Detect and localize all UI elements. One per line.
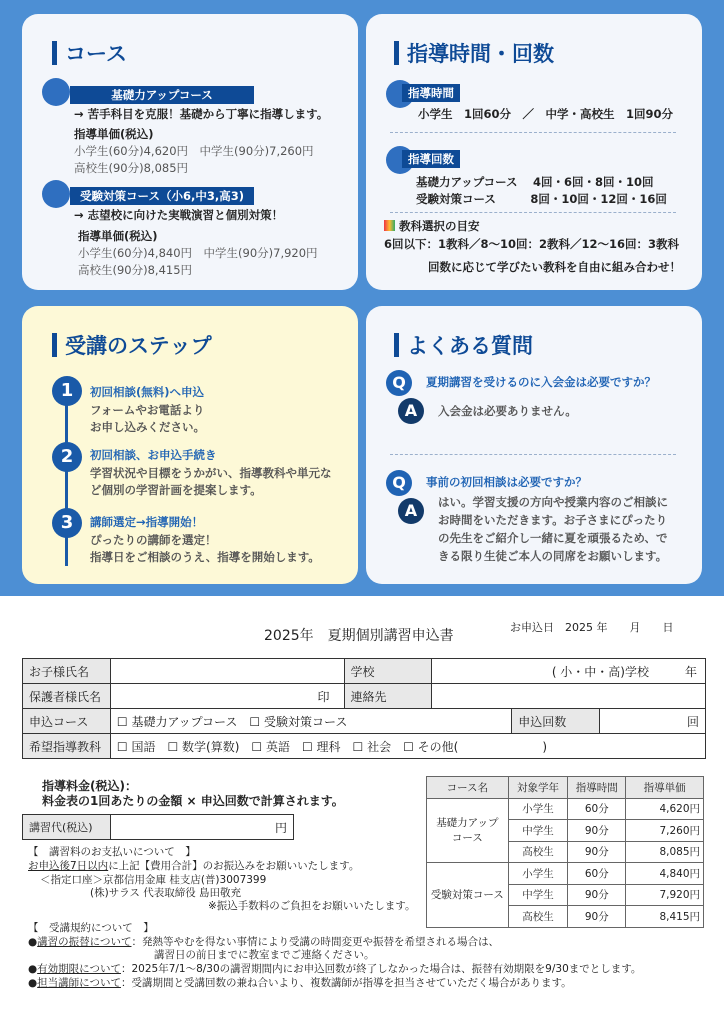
price-cell: 60分 xyxy=(568,798,626,820)
fee-label: 講習代(税込) xyxy=(23,815,111,840)
basic-price-line1: 小学生(60分)4,620円 中学生(90分)7,260円 xyxy=(74,144,314,158)
price-cell: 高校生 xyxy=(508,906,568,928)
price-table xyxy=(426,776,704,928)
step-3-head: 講師選定→指導開始！ xyxy=(90,515,204,529)
school-label: 学校 xyxy=(344,659,432,684)
exam-course-desc: → 志望校に向けた実戦演習と個別対策！ xyxy=(74,208,284,222)
price-header-time: 指導時間 xyxy=(568,777,626,799)
divider xyxy=(390,454,676,455)
step-1-number: 1 xyxy=(52,376,82,406)
step-3-line2: 指導日をご相談のうえ、指導を開始します。 xyxy=(90,550,320,564)
course-heading: コース xyxy=(52,38,127,68)
parent-name-label: 保護者様氏名 xyxy=(23,684,111,709)
time-line: 小学生 1回60分 ／ 中学・高校生 1回90分 xyxy=(418,107,674,121)
bullet-circle xyxy=(42,78,70,106)
basic-course-desc: → 苦手科目を克服！基礎から丁寧に指導します。 xyxy=(74,107,329,121)
steps-heading: 受講のステップ xyxy=(52,330,212,360)
price-cell: 7,260円 xyxy=(626,820,704,842)
fee-head: 指導料金(税込)： xyxy=(42,779,137,793)
heading-bar xyxy=(394,41,399,65)
price-cell: 60分 xyxy=(568,863,626,885)
faq-a2-line3: の先生をご紹介し一緒に夏を頑張るため、で xyxy=(438,531,668,545)
bullet-circle xyxy=(42,180,70,208)
price-cell: 90分 xyxy=(568,906,626,928)
price-cell: 中学生 xyxy=(508,820,568,842)
payment-fee-note: ※振込手数料のご負担をお願いいたします。 xyxy=(208,900,416,912)
payment-holder: (株)サラス 代表取締役 島田敬充 xyxy=(90,887,242,899)
price-course-basic: 基礎力アップ コース xyxy=(427,798,509,863)
step-3-number: 3 xyxy=(52,508,82,538)
price-course-exam: 受験対策コース xyxy=(427,863,509,928)
faq-a2-line4: きる限り生徒ご本人の同席をお願いします。 xyxy=(438,549,668,563)
faq-q1: 夏期講習を受けるのに入会金は必要ですか？ xyxy=(426,375,656,389)
step-3-line1: ぴったりの講師を選定！ xyxy=(90,533,217,547)
price-cell: 4,840円 xyxy=(626,863,704,885)
course-checkboxes[interactable]: ☐ 基礎力アップコース ☐ 受験対策コース xyxy=(110,709,511,734)
price-cell: 90分 xyxy=(568,884,626,906)
terms-item-2: ●有効期限について：2025年7/1〜8/30の講習期間内にお申込回数が終了しなかった場合は、振替有効期限を9/30までとします。 xyxy=(28,963,642,975)
books-icon xyxy=(384,220,395,231)
step-2-number: 2 xyxy=(52,442,82,472)
answer-badge: A xyxy=(398,498,424,524)
price-cell: 8,085円 xyxy=(626,841,704,863)
count-field[interactable]: 回 xyxy=(600,709,706,734)
price-cell: 4,620円 xyxy=(626,798,704,820)
divider xyxy=(390,132,676,133)
steps-line xyxy=(65,396,68,566)
price-header-price: 指導単価 xyxy=(626,777,704,799)
basic-price-head: 指導単価(税込) xyxy=(74,127,154,141)
faq-a2-line1: はい。学習支援の方向や授業内容のご相談に xyxy=(438,495,668,509)
price-cell: 90分 xyxy=(568,820,626,842)
count-basic: 基礎力アップコース 4回・6回・8回・10回 xyxy=(416,175,654,189)
exam-price-line1: 小学生(60分)4,840円 中学生(90分)7,920円 xyxy=(78,246,318,260)
exam-course-tag: 受験対策コース（小6,中3,高3) xyxy=(70,187,254,205)
course-label: 申込コース xyxy=(23,709,111,734)
price-cell: 小学生 xyxy=(508,798,568,820)
steps-card xyxy=(22,306,358,584)
faq-card xyxy=(366,306,702,584)
exam-price-head: 指導単価(税込) xyxy=(78,229,158,243)
step-2-line2: ど個別の学習計画を提案します。 xyxy=(90,483,262,497)
terms-item-3: ●担当講師について：受講期間と受講回数の兼ね合いより、複数講師が指導を担当させていただく場合があります。 xyxy=(28,977,572,989)
form-title: 2025年 夏期個別講習申込書 xyxy=(264,628,454,644)
child-name-label: お子様氏名 xyxy=(23,659,111,684)
guide-line: 6回以下：1教科／8〜10回：2教科／12〜16回：3教科 xyxy=(384,237,680,251)
count-exam: 受験対策コース 8回・10回・12回・16回 xyxy=(416,192,667,206)
step-2-head: 初回相談、お申込手続き xyxy=(90,448,217,462)
answer-badge: A xyxy=(398,398,424,424)
price-cell: 高校生 xyxy=(508,841,568,863)
price-cell: 7,920円 xyxy=(626,884,704,906)
price-header-grade: 対象学年 xyxy=(508,777,568,799)
price-cell: 小学生 xyxy=(508,863,568,885)
contact-field[interactable] xyxy=(432,684,706,709)
parent-name-field[interactable]: 印 xyxy=(110,684,344,709)
basic-course-tag: 基礎力アップコース xyxy=(70,86,254,104)
application-form-table xyxy=(22,658,706,759)
terms-item-1: ●講習の振替について：発熱等やむを得ない事情により受講の時間変更や振替を希望される場合は、 xyxy=(28,936,499,948)
faq-q2: 事前の初回相談は必要ですか？ xyxy=(426,475,587,489)
fee-table xyxy=(22,814,294,840)
question-badge: Q xyxy=(386,470,412,496)
step-1-line1: フォームやお電話より xyxy=(90,403,205,417)
question-badge: Q xyxy=(386,370,412,396)
exam-price-line2: 高校生(90分)8,415円 xyxy=(78,263,193,277)
step-2-line1: 学習状況や目標をうかがい、指導教科や単元な xyxy=(90,466,332,480)
faq-a1: 入会金は必要ありません。 xyxy=(438,404,577,418)
step-1-line2: お申し込みください。 xyxy=(90,420,205,434)
basic-price-line2: 高校生(90分)8,085円 xyxy=(74,161,189,175)
school-field[interactable]: ( 小・中・高)学校 年 xyxy=(432,659,706,684)
divider xyxy=(390,212,676,213)
fee-field[interactable]: 円 xyxy=(111,815,294,840)
application-date: お申込日 2025 年 月 日 xyxy=(510,621,674,634)
count-label: 申込回数 xyxy=(512,709,600,734)
count-tag: 指導回数 xyxy=(402,150,460,168)
price-header-course: コース名 xyxy=(427,777,509,799)
heading-bar xyxy=(52,333,57,357)
fee-calc: 料金表の1回あたりの金額 × 申込回数で計算されます。 xyxy=(42,794,344,808)
price-cell: 8,415円 xyxy=(626,906,704,928)
payment-head: 【 講習料のお支払いについて 】 xyxy=(28,846,196,858)
guide-head: 教科選択の目安 xyxy=(384,218,480,235)
subject-label: 希望指導教科 xyxy=(23,734,111,759)
faq-a2-line2: お時間をいただきます。お子さまにぴったり xyxy=(438,513,668,527)
subject-checkboxes[interactable]: ☐ 国語 ☐ 数学(算数) ☐ 英語 ☐ 理科 ☐ 社会 ☐ その他( ) xyxy=(110,734,705,759)
price-cell: 90分 xyxy=(568,841,626,863)
price-cell: 中学生 xyxy=(508,884,568,906)
terms-head: 【 受講規約について 】 xyxy=(28,922,154,934)
payment-line1: お申込後7日以内に上記【費用合計】のお振込みをお願いいたします。 xyxy=(28,860,360,872)
step-1-head: 初回相談(無料)へ申込 xyxy=(90,385,205,399)
time-heading: 指導時間・回数 xyxy=(394,38,554,68)
heading-bar xyxy=(394,333,399,357)
faq-heading: よくある質問 xyxy=(394,330,533,360)
time-tag: 指導時間 xyxy=(402,84,460,102)
payment-account: ＜指定口座＞京都信用金庫 桂支店(普)3007399 xyxy=(40,874,267,886)
heading-bar xyxy=(52,41,57,65)
contact-label: 連絡先 xyxy=(344,684,432,709)
terms-item-1-cont: 講習日の前日までに教室までご連絡ください。 xyxy=(154,949,375,961)
child-name-field[interactable] xyxy=(110,659,344,684)
course-card xyxy=(22,14,358,290)
time-card xyxy=(366,14,702,290)
guide-note: 回数に応じて学びたい教科を自由に組み合わせ！ xyxy=(428,260,681,274)
